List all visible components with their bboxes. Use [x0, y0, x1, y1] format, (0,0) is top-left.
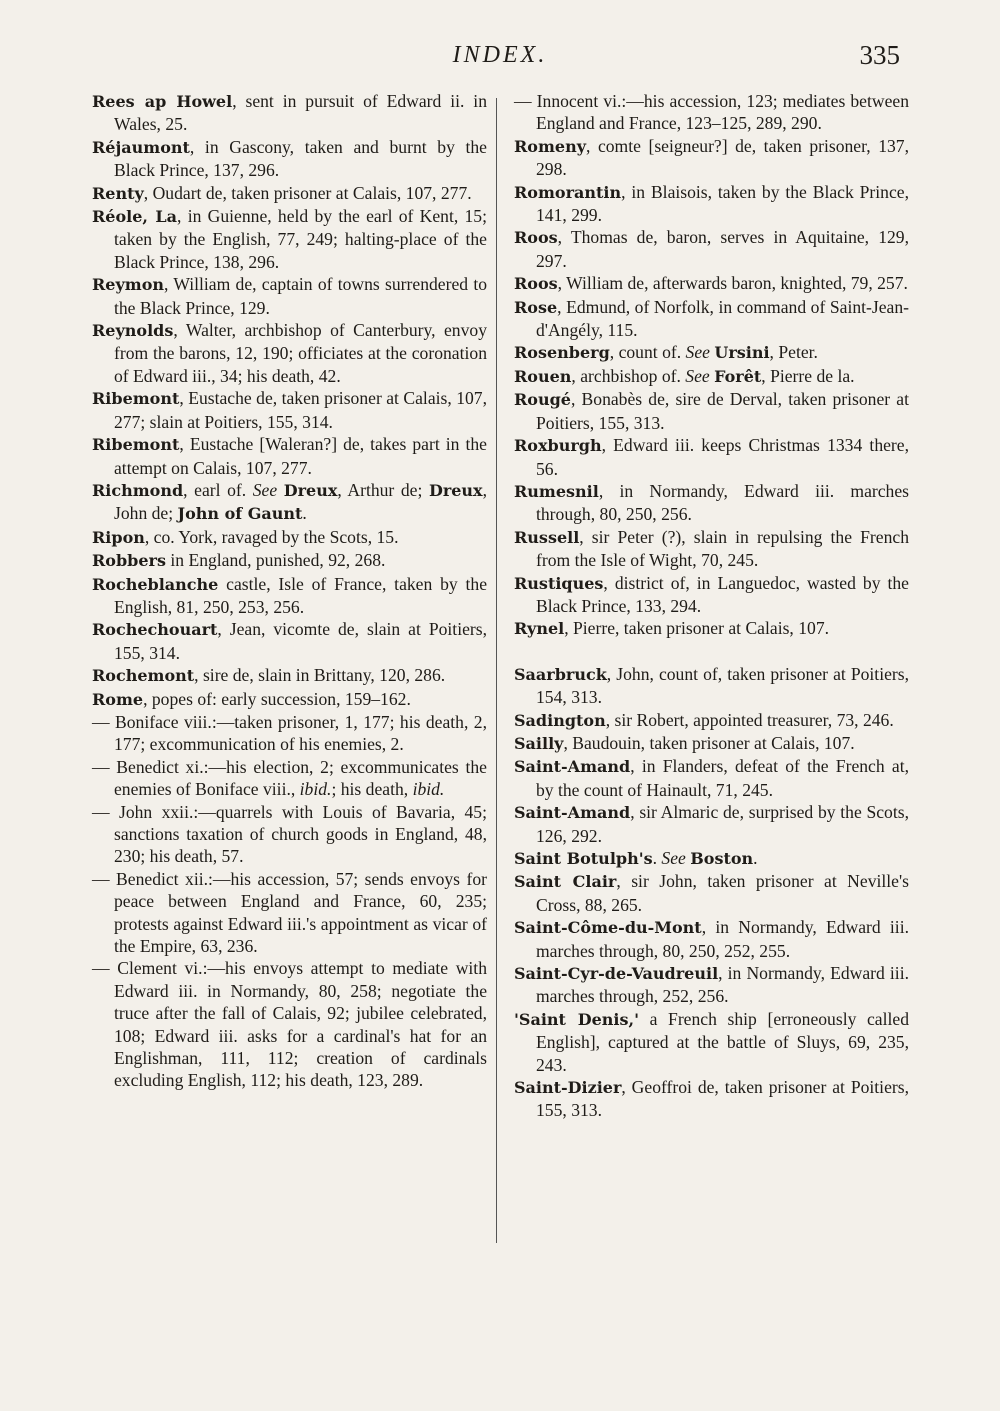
entry-headword: Rustiques — [514, 573, 604, 593]
entry-headword: Rees ap Howel — [92, 92, 233, 111]
index-entry — [92, 387, 487, 433]
entry-text: , popes of: early succession, 159–162. — [143, 688, 411, 709]
index-entry — [92, 479, 487, 526]
entry-text: , district of, in Languedoc, wasted by the Black Prince, 133, 294. — [536, 572, 909, 616]
index-entry — [514, 272, 909, 295]
entry-text: , sir Robert, appointed treasurer, 73, 246. — [605, 709, 894, 730]
entry-headword: Rose — [514, 297, 558, 317]
index-entry — [514, 755, 909, 801]
index-entry — [92, 319, 487, 387]
index-entry — [514, 1008, 909, 1076]
index-entry — [514, 1076, 909, 1122]
entry-subheading: — Boniface viii. — [92, 711, 212, 732]
entry-text: , in Normandy, Edward iii. marches through, 80, 250, 252, 255. — [536, 917, 909, 961]
index-entry — [514, 135, 909, 181]
column-divider — [496, 98, 497, 1243]
entry-headword: Reynolds — [92, 321, 174, 341]
index-entry — [514, 365, 909, 388]
entry-headword: Saint-Côme-du-Mont — [514, 918, 702, 938]
entry-headword: Saint-Dizier — [514, 1078, 622, 1098]
entry-subheading: — Benedict xii. — [92, 868, 208, 889]
entry-text: , Edmund, of Norfolk, in command of Saint-Jean-d'Angély, 115. — [536, 296, 909, 341]
entry-headword: Rochechouart — [92, 620, 218, 640]
index-entry — [92, 618, 487, 664]
index-entry — [514, 709, 909, 732]
index-entry — [92, 573, 487, 619]
entry-text: :—quarrels with Louis of Bavaria, 45; sanctions taxation of church goods in England, 48, 230; his death, 57. — [114, 801, 487, 867]
entry-text: , sir Peter (?), slain in repulsing the French from the Isle of Wight, 70, 245. — [536, 526, 909, 571]
entry-headword: Sadington — [514, 710, 606, 730]
entry-headword: Ripon — [92, 527, 145, 547]
index-entry — [514, 847, 909, 870]
entry-text: :—his election, 2; excommunicates the enemies of Boniface viii., ibid.; his death, ibid. — [114, 756, 487, 800]
entry-text: , sire de, slain in Brittany, 120, 286. — [194, 665, 446, 686]
entry-text: in England, punished, 92, 268. — [165, 550, 386, 571]
entry-text: , sent in pursuit of Edward ii. in Wales, 25. — [114, 91, 487, 135]
index-entry — [514, 663, 909, 709]
entry-text: , Edward iii. keeps Christmas 1334 there, 56. — [536, 435, 909, 479]
entry-headword: Sailly — [514, 733, 564, 753]
entry-headword: Ribemont — [92, 389, 180, 409]
index-entry — [92, 868, 487, 958]
entry-text: , sir John, taken prisoner at Neville's Cross, 88, 265. — [536, 871, 909, 915]
entry-headword: Renty — [92, 183, 144, 203]
index-entry — [514, 916, 909, 962]
entry-text: , in Blaisois, taken by the Black Prince, 141, 299. — [536, 181, 909, 226]
entry-headword: Saint Botulph's — [514, 849, 653, 868]
index-entry — [92, 688, 487, 711]
entry-text: , in Gascony, taken and burnt by the Black Prince, 137, 296. — [114, 136, 487, 181]
index-entry — [92, 526, 487, 549]
entry-text: :—his accession, 123; mediates between England and France, 123–125, 289, 290. — [536, 91, 909, 134]
entry-headword: Saarbruck — [514, 664, 607, 684]
entry-headword: Saint-Amand — [514, 803, 631, 823]
entry-headword: Rumesnil — [514, 481, 599, 501]
running-title: INDEX. — [452, 42, 548, 68]
entry-subheading: — Benedict xi. — [92, 756, 204, 777]
entry-headword: Saint Clair — [514, 872, 617, 892]
index-entry — [514, 870, 909, 916]
index-entry — [514, 962, 909, 1008]
entry-headword: Roos — [514, 274, 558, 294]
entry-text: , William de, captain of towns surrendered to the Black Prince, 129. — [114, 274, 487, 318]
entry-headword: Rochemont — [92, 666, 195, 686]
index-column-right — [514, 90, 909, 1122]
entry-text: , archbishop of. See Forêt, Pierre de la. — [571, 365, 855, 386]
entry-text: :—taken prisoner, 1, 177; his death, 2, 177; excommunication of his enemies, 2. — [114, 711, 487, 755]
index-entry — [92, 205, 487, 273]
index-entry — [514, 480, 909, 526]
index-column-left — [92, 90, 487, 1092]
entry-headword: Richmond — [92, 480, 184, 500]
page-header — [0, 38, 1000, 78]
entry-text: , co. York, ravaged by the Scots, 15. — [144, 526, 399, 547]
entry-text: , Pierre, taken prisoner at Calais, 107. — [564, 618, 830, 639]
entry-text: , count of. See Ursini, Peter. — [609, 342, 818, 363]
entry-text: , in Normandy, Edward iii. marches through, 252, 256. — [536, 963, 909, 1007]
entry-text: a French ship [erroneously called English], captured at the battle of Sluys, 69, 235, 243. — [536, 1008, 910, 1075]
index-entry — [92, 801, 487, 868]
entry-text: , in Normandy, Edward iii. marches through, 80, 250, 256. — [536, 480, 909, 525]
index-entry — [92, 664, 487, 687]
entry-headword: Rougé — [514, 390, 571, 410]
entry-text: , Oudart de, taken prisoner at Calais, 107, 277. — [143, 182, 472, 203]
index-entry — [514, 90, 909, 135]
index-entry — [514, 617, 909, 640]
entry-headword: Réole, La — [92, 207, 178, 227]
index-entry — [92, 711, 487, 756]
entry-headword: Romorantin — [514, 182, 622, 202]
entry-headword: Reymon — [92, 275, 165, 295]
index-entry — [514, 388, 909, 434]
entry-headword: Réjaumont — [92, 137, 190, 157]
entry-text: , earl of. See Dreux, Arthur de; Dreux, John de; John of Gaunt. — [114, 479, 487, 524]
index-entry — [514, 181, 909, 227]
entry-headword: Roos — [514, 228, 558, 248]
index-entry — [92, 549, 487, 572]
page-number: 335 — [859, 40, 900, 70]
entry-text: :—his envoys attempt to mediate with Edward iii. in Normandy, 80, 258; negotiate the truce after the fall of Calais, 92; jubilee celebrated, 108; Edward iii. asks for a cardinal's hat for an Englishman, 111, 112; creation of cardinals excluding English, 112; his death, 123, 289. — [114, 958, 487, 1091]
entry-text: , in Flanders, defeat of the French at, by the count of Hainault, 71, 245. — [536, 756, 909, 800]
index-entry — [514, 572, 909, 618]
index-entry — [92, 90, 487, 136]
entry-text: , Bonabès de, sire de Derval, taken prisoner at Poitiers, 155, 313. — [536, 389, 909, 433]
entry-text: , Baudouin, taken prisoner at Calais, 107. — [563, 732, 855, 753]
index-entry — [92, 957, 487, 1091]
entry-text: , Thomas de, baron, serves in Aquitaine, 129, 297. — [536, 227, 909, 271]
index-entry — [514, 732, 909, 755]
entry-subheading: — Innocent vi. — [514, 91, 622, 111]
entry-headword: Rynel — [514, 619, 565, 639]
entry-text: , William de, afterwards baron, knighted, 79, 257. — [557, 273, 908, 294]
entry-text: , comte [seigneur?] de, taken prisoner, 137, 298. — [536, 135, 909, 180]
entry-headword: Ribemont — [92, 435, 180, 455]
entry-headword: Rocheblanche — [92, 574, 219, 594]
index-entry — [514, 801, 909, 847]
entry-text: , sir Almaric de, surprised by the Scots, 126, 292. — [536, 802, 909, 846]
entry-text: , in Guienne, held by the earl of Kent, 15; taken by the English, 77, 249; halting-place of the Black Prince, 138, 296. — [114, 206, 487, 272]
entry-headword: Rome — [92, 689, 144, 709]
index-entry — [514, 526, 909, 572]
entry-text: , Geoffroi de, taken prisoner at Poitiers, 155, 313. — [536, 1077, 909, 1121]
entry-headword: Rouen — [514, 366, 572, 386]
entry-text: , Jean, vicomte de, slain at Poitiers, 155, 314. — [114, 619, 487, 663]
index-entry — [92, 756, 487, 801]
entry-headword: Rosenberg — [514, 343, 610, 363]
entry-text: . See Boston. — [652, 848, 758, 868]
index-entry — [92, 136, 487, 182]
entry-text: , John, count of, taken prisoner at Poitiers, 154, 313. — [536, 663, 909, 708]
index-entry — [92, 433, 487, 479]
entry-text: :—his accession, 57; sends envoys for peace between England and France, 60, 235; protests against Edward iii.'s appointment as vicar of the Empire, 63, 236. — [114, 868, 487, 957]
entry-subheading: — Clement vi. — [92, 958, 203, 979]
index-entry — [514, 434, 909, 480]
index-entry — [514, 341, 909, 364]
index-entry — [514, 296, 909, 342]
entry-headword: Roxburgh — [514, 436, 602, 456]
entry-text: , Walter, archbishop of Canterbury, envoy from the barons, 12, 190; officiates at the coronation of Edward iii., 34; his death, 42. — [114, 320, 487, 386]
index-entry — [92, 273, 487, 319]
entry-text: castle, Isle of France, taken by the English, 81, 250, 253, 256. — [114, 573, 487, 617]
entry-headword: Saint-Cyr-de-Vaudreuil — [514, 964, 719, 984]
entry-text: , Eustache de, taken prisoner at Calais, 107, 277; slain at Poitiers, 155, 314. — [114, 388, 487, 432]
entry-headword: Russell — [514, 527, 580, 547]
entry-headword: Romeny — [514, 136, 587, 156]
index-entry — [514, 226, 909, 272]
index-entry — [92, 182, 487, 205]
entry-text: , Eustache [Waleran?] de, takes part in the attempt on Calais, 107, 277. — [114, 434, 487, 478]
entry-headword: 'Saint Denis,' — [514, 1009, 639, 1029]
entry-subheading: — John xxii. — [92, 801, 194, 822]
entry-headword: Robbers — [92, 551, 166, 571]
entry-headword: Saint-Amand — [514, 757, 631, 777]
